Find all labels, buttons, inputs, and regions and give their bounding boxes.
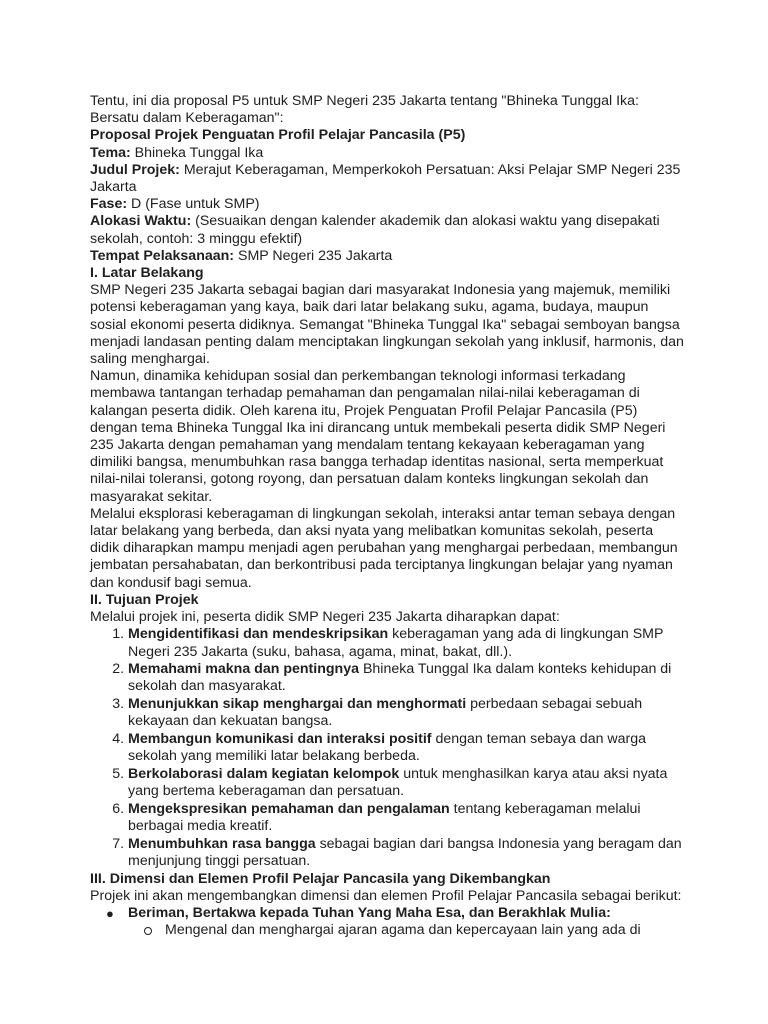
- section-heading-goals: II. Tujuan Projek: [90, 591, 199, 608]
- goals-lead: Melalui projek ini, peserta didik SMP Negeri 235 Jakarta diharapkan dapat:: [90, 609, 560, 626]
- goal-item: [128, 696, 686, 730]
- goal-rest: keberagaman yang ada di lingkungan SMP Negeri 235 Jakarta (suku, bahasa, agama, minat, bakat, dll.).: [128, 626, 664, 660]
- dimension-item: [106, 905, 686, 939]
- goal-item: [128, 731, 686, 765]
- goal-bold: Mengidentifikasi dan mendeskripsikan: [128, 626, 389, 643]
- goal-item: [128, 836, 686, 870]
- goals-list: [90, 626, 686, 870]
- goal-bold: Menunjukkan sikap menghargai dan menghormati: [128, 696, 467, 713]
- goal-rest: Bhineka Tunggal Ika dalam konteks kehidupan di sekolah dan masyarakat.: [128, 661, 672, 695]
- goal-item: [128, 661, 686, 695]
- goal-bold: Membangun komunikasi dan interaksi positif: [128, 731, 432, 748]
- goal-rest: dengan teman sebaya dan warga sekolah yang memiliki latar belakang berbeda.: [128, 731, 647, 765]
- meta-value: (Sesuaikan dengan kalender akademik dan alokasi waktu yang disepakati sekolah, contoh: 3 minggu efektif): [90, 213, 660, 247]
- meta-time-allocation: [90, 213, 686, 247]
- meta-label: Judul Projek:: [90, 161, 180, 178]
- section-heading-background: I. Latar Belakang: [90, 265, 204, 282]
- goal-item: [128, 626, 686, 660]
- goal-bold: Menumbuhkan rasa bangga: [128, 835, 316, 852]
- section-heading-dimensions: III. Dimensi dan Elemen Profil Pelajar Pancasila yang Dikembangkan: [90, 870, 551, 887]
- dimensions-lead: Projek ini akan mengembangkan dimensi dan elemen Profil Pelajar Pancasila sebagai berikut:: [90, 887, 682, 904]
- background-paragraph: SMP Negeri 235 Jakarta sebagai bagian dari masyarakat Indonesia yang majemuk, memiliki potensi keberagaman yang kaya, baik dari latar belakang suku, agama, budaya, maupun sosial ekonomi peserta didiknya. Semangat "Bhineka Tunggal Ika" sebagai semboyan bangsa menjadi landasan penting dalam menciptakan lingkungan sekolah yang inklusif, harmonis, dan saling menghargai.: [90, 282, 684, 368]
- goal-bold: Berkolaborasi dalam kegiatan kelompok: [128, 765, 400, 782]
- meta-theme: [90, 145, 686, 162]
- dimension-sub-item: [165, 922, 686, 939]
- goal-item: [128, 801, 686, 835]
- bullet-icon: ●: [106, 906, 114, 922]
- background-paragraph: Namun, dinamika kehidupan sosial dan perkembangan teknologi informasi terkadang membawa tantangan terhadap pemahaman dan pengamalan nilai-nilai keberagaman di kalangan peserta didik. Oleh karena itu, Projek Penguatan Profil Pelajar Pancasila (P5) dengan tema Bhineka Tunggal Ika ini dirancang untuk membekali peserta didik SMP Negeri 235 Jakarta dengan pemahaman yang mendalam tentang kekayaan keberagaman yang dimiliki bangsa, menumbuhkan rasa bangga terhadap identitas nasional, serta memperkuat nilai-nilai toleransi, gotong royong, dan persatuan dalam konteks lingkungan sekolah dan masyarakat sekitar.: [90, 368, 666, 505]
- circle-bullet-icon: [144, 927, 152, 935]
- meta-project-title: [90, 162, 686, 196]
- dimension-label: Beriman, Bertakwa kepada Tuhan Yang Maha Esa, dan Berakhlak Mulia:: [128, 905, 611, 922]
- goal-bold: Mengekspresikan pemahaman dan pengalaman: [128, 800, 450, 817]
- meta-value: Bhineka Tunggal Ika: [130, 144, 264, 161]
- goal-item: [128, 766, 686, 800]
- meta-label: Tempat Pelaksanaan:: [90, 247, 235, 264]
- meta-location: [90, 248, 686, 265]
- goal-bold: Memahami makna dan pentingnya: [128, 661, 359, 678]
- document-page: [90, 93, 686, 939]
- dimensions-list: [90, 905, 686, 939]
- dimension-sub-text: Mengenal dan menghargai ajaran agama dan kepercayaan lain yang ada di: [165, 922, 641, 939]
- meta-value: D (Fase untuk SMP): [127, 196, 260, 213]
- goal-rest: tentang keberagaman melalui berbagai media kreatif.: [128, 800, 641, 835]
- goal-rest: perbedaan sebagai sebuah kekayaan dan kekuatan bangsa.: [128, 696, 643, 730]
- meta-value: Merajut Keberagaman, Memperkokoh Persatuan: Aksi Pelajar SMP Negeri 235 Jakarta: [90, 161, 681, 196]
- meta-label: Fase:: [90, 196, 128, 213]
- document-title: Proposal Projek Penguatan Profil Pelajar Pancasila (P5): [90, 127, 466, 144]
- background-paragraph: Melalui eksplorasi keberagaman di lingkungan sekolah, interaksi antar teman sebaya dengan latar belakang yang berbeda, dan aksi nyata yang melibatkan komunitas sekolah, peserta didik diharapkan mampu menjadi agen perubahan yang menghargai perbedaan, membangun jembatan persahabatan, dan berkontribusi pada terciptanya lingkungan belajar yang nyaman dan kondusif bagi semua.: [90, 505, 678, 591]
- meta-label: Alokasi Waktu:: [90, 213, 192, 230]
- intro-text: Tentu, ini dia proposal P5 untuk SMP Negeri 235 Jakarta tentang "Bhineka Tunggal Ika: Bersatu dalam Keberagaman":: [90, 93, 639, 127]
- meta-value: SMP Negeri 235 Jakarta: [234, 247, 393, 264]
- meta-label: Tema:: [90, 144, 131, 161]
- dimension-sub-list: [128, 922, 686, 939]
- goal-rest: sebagai bagian dari bangsa Indonesia yang beragam dan menjunjung tinggi persatuan.: [128, 835, 682, 869]
- goal-rest: untuk menghasilkan karya atau aksi nyata yang bertema keberagaman dan persatuan.: [128, 765, 668, 800]
- meta-phase: [90, 196, 686, 213]
